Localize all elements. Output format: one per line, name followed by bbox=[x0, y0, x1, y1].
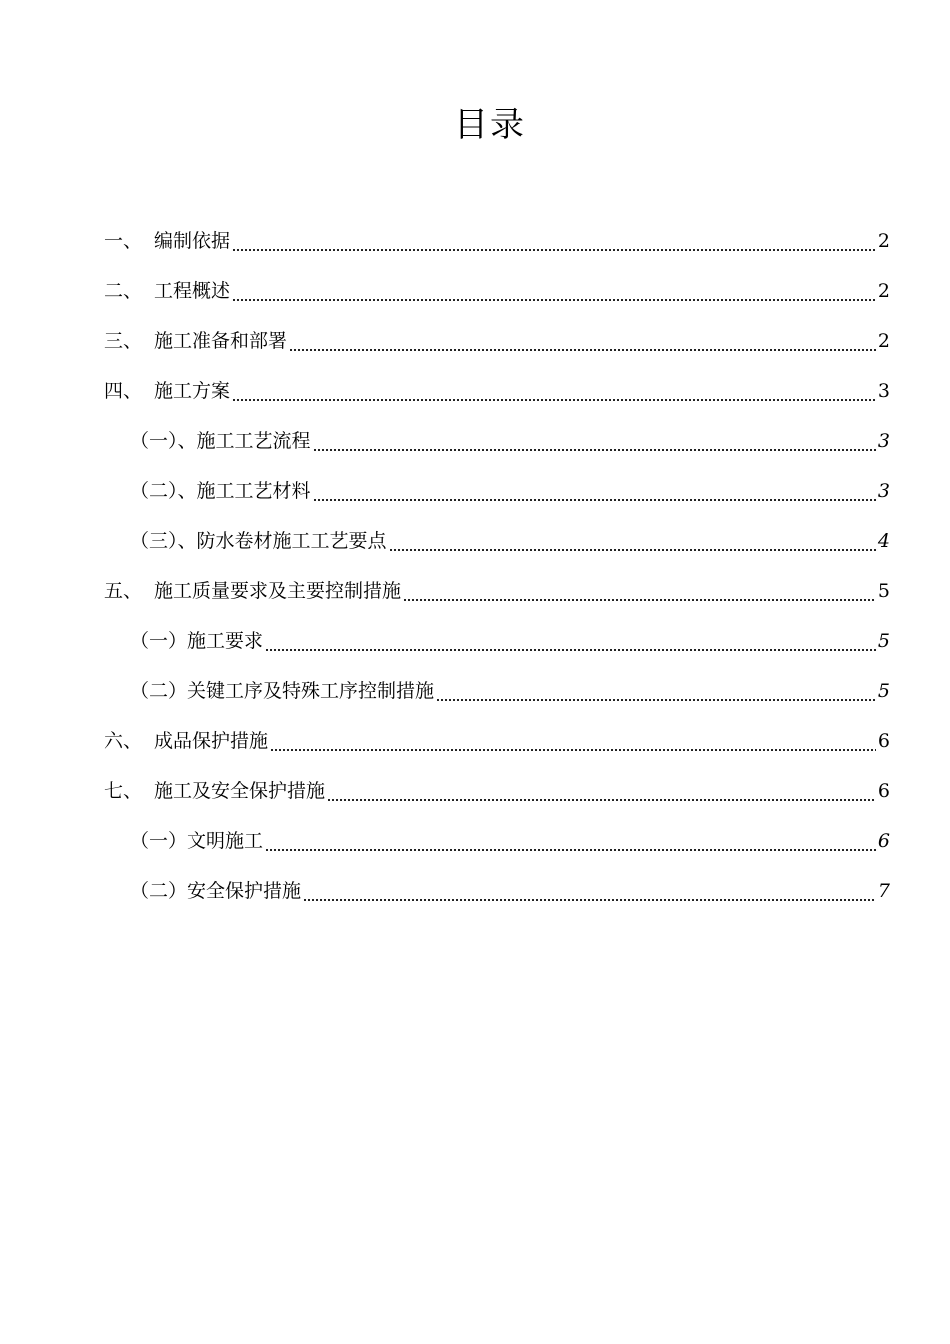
toc-subentry[interactable] bbox=[104, 666, 890, 716]
toc-entry-text: （一）施工要求 bbox=[130, 630, 264, 652]
toc-page-number: 7 bbox=[877, 880, 890, 902]
toc-entry-text: （二）关键工序及特殊工序控制措施 bbox=[130, 680, 435, 702]
toc-entry-text: 编制依据 bbox=[154, 230, 231, 252]
toc-entry[interactable] bbox=[104, 366, 890, 416]
toc-entry-number: 五、 bbox=[104, 580, 143, 602]
toc-page-number: 6 bbox=[877, 780, 890, 802]
toc-dot-leader bbox=[313, 429, 876, 453]
toc-entry-text: （三）、防水卷材施工工艺要点 bbox=[130, 530, 387, 552]
toc-entry-label bbox=[104, 779, 325, 803]
toc-entry-label bbox=[104, 579, 401, 603]
toc-entry[interactable] bbox=[104, 566, 890, 616]
toc-entry-number: 七、 bbox=[104, 780, 143, 802]
toc-dot-leader bbox=[436, 679, 876, 703]
toc-dot-leader bbox=[232, 279, 876, 303]
toc-page-number: 5 bbox=[877, 630, 890, 652]
toc-dot-leader bbox=[403, 579, 876, 603]
toc-subentry[interactable] bbox=[104, 616, 890, 666]
toc-entry[interactable] bbox=[104, 766, 890, 816]
toc-page-number: 2 bbox=[877, 330, 890, 352]
toc-entry-number: 六、 bbox=[104, 730, 143, 752]
toc-entry-text: 施工方案 bbox=[154, 380, 231, 402]
toc-list bbox=[104, 216, 890, 916]
toc-page-number: 3 bbox=[877, 480, 890, 502]
toc-entry[interactable] bbox=[104, 316, 890, 366]
toc-entry-text: （一）、施工工艺流程 bbox=[130, 430, 311, 452]
toc-dot-leader bbox=[303, 879, 876, 903]
toc-entry-number: 三、 bbox=[104, 330, 143, 352]
toc-page-number: 6 bbox=[877, 730, 890, 752]
toc-page-number: 2 bbox=[877, 280, 890, 302]
toc-entry-number: 一、 bbox=[104, 230, 143, 252]
toc-entry-text: 成品保护措施 bbox=[154, 730, 269, 752]
toc-dot-leader bbox=[313, 479, 876, 503]
toc-dot-leader bbox=[270, 729, 876, 753]
toc-entry-text: （二）安全保护措施 bbox=[130, 880, 302, 902]
toc-entry-number: 四、 bbox=[104, 380, 143, 402]
toc-entry-text: 工程概述 bbox=[154, 280, 231, 302]
toc-subentry[interactable] bbox=[104, 516, 890, 566]
toc-subentry[interactable] bbox=[104, 416, 890, 466]
toc-subentry[interactable] bbox=[104, 816, 890, 866]
toc-entry[interactable] bbox=[104, 266, 890, 316]
toc-page-number: 5 bbox=[877, 680, 890, 702]
toc-entry-text: 施工准备和部署 bbox=[154, 330, 288, 352]
toc-entry-number: 二、 bbox=[104, 280, 143, 302]
toc-dot-leader bbox=[232, 379, 876, 403]
toc-entry-text: （一）文明施工 bbox=[130, 830, 264, 852]
toc-entry-text: 施工及安全保护措施 bbox=[154, 780, 326, 802]
toc-subentry[interactable] bbox=[104, 466, 890, 516]
toc-dot-leader bbox=[327, 779, 876, 803]
toc-entry-label bbox=[104, 729, 268, 753]
toc-entry-label bbox=[104, 229, 230, 253]
toc-entry[interactable] bbox=[104, 716, 890, 766]
toc-page-number: 4 bbox=[877, 530, 890, 552]
toc-entry-label bbox=[104, 379, 230, 403]
toc-dot-leader bbox=[232, 229, 876, 253]
toc-page-number: 6 bbox=[877, 830, 890, 852]
toc-page-number: 3 bbox=[877, 380, 890, 402]
toc-title: 目录 bbox=[454, 105, 526, 145]
toc-entry-label bbox=[104, 329, 287, 353]
toc-entry-text: 施工质量要求及主要控制措施 bbox=[154, 580, 402, 602]
toc-page-number: 5 bbox=[877, 580, 890, 602]
toc-dot-leader bbox=[265, 629, 876, 653]
toc-subentry[interactable] bbox=[104, 866, 890, 916]
toc-page-number: 3 bbox=[877, 430, 890, 452]
toc-entry[interactable] bbox=[104, 216, 890, 266]
toc-entry-label bbox=[104, 279, 230, 303]
toc-dot-leader bbox=[289, 329, 876, 353]
toc-dot-leader bbox=[265, 829, 876, 853]
toc-dot-leader bbox=[389, 529, 876, 553]
toc-page-number: 2 bbox=[877, 230, 890, 252]
toc-entry-text: （二）、施工工艺材料 bbox=[130, 480, 311, 502]
